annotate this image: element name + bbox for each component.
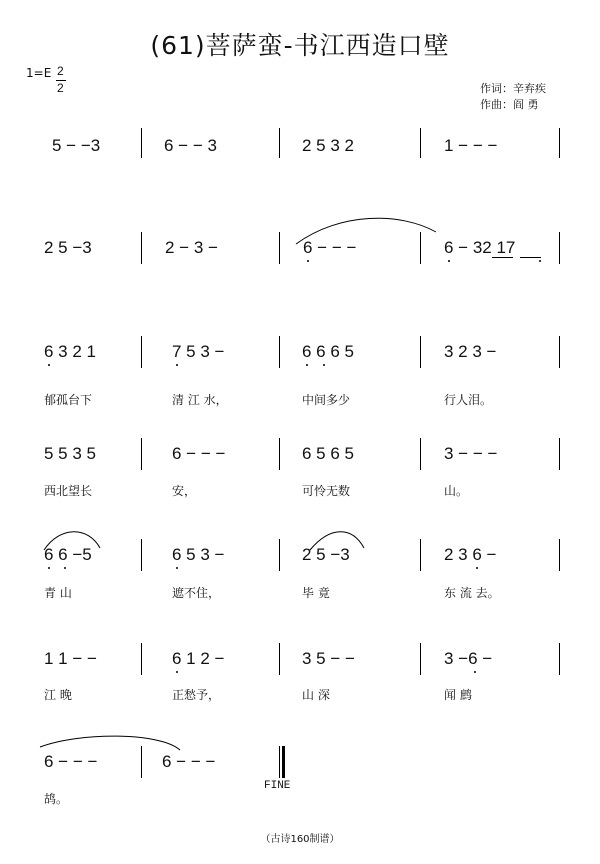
measure: 5 5 3 5 [44,444,96,463]
measure: 6 − − − [44,752,98,771]
lyric-line: 毕 竟 [302,586,330,600]
lyric-line: 青 山 [44,586,72,600]
lyric-line: 清 江 水， [172,393,228,407]
measure: 3 − − − [444,444,498,463]
lyric-line: 遮不住， [172,586,221,600]
footer-note: （古诗160制谱） [260,834,340,845]
lyric-line: 闻 鹧 [444,688,472,702]
key-label: 1=E [26,66,52,80]
lyric-line: 山 深 [302,688,330,702]
fine-marking: FINE [264,780,291,792]
measure: 6 5 6 5 [302,444,354,463]
measure: 1 1 − − [44,649,97,668]
measure: 2 5 −3 [44,238,92,257]
measure: 6 3 2 1 [44,342,96,361]
measure: 1 − − − [444,136,498,155]
measure: 6 − − − [172,444,226,463]
lyric-line: 西北望长 [44,484,93,498]
song-title: (61)菩萨蛮-书江西造口壁 [150,31,450,60]
measure: 3 −6 − [444,649,493,668]
composer-credit: 作曲：阎 勇 [480,98,539,111]
measure: 2 − 3 − [165,238,218,257]
measure: 6 − 32 17 [444,238,516,257]
measure: 6 − − − [303,238,357,257]
measure: 2 5 −3 [302,545,350,564]
lyric-line: 安， [172,484,197,498]
slur [44,532,100,550]
measure: 2 5 3 2 [302,136,354,155]
meter-denominator: 2 [57,81,64,95]
measure: 6 − − 3 [164,136,217,155]
measure: 6 6 6 5 [302,342,354,361]
lyric-line: 中间多少 [302,393,351,407]
measure: 3 5 − − [302,649,355,668]
measure: 6 5 3 − [172,545,225,564]
lyric-line: 东 流 去。 [444,586,500,600]
lyric-line: 可怜无数 [302,484,351,498]
meter-numerator: 2 [57,64,64,78]
slur [40,736,180,750]
lyric-line: 江 晚 [44,688,72,702]
lyric-line: 山。 [444,484,469,498]
slur [296,218,436,244]
measure: 3 2 3 − [444,342,497,361]
lyric-line: 鸪。 [44,792,69,806]
measure: 6 1 2 − [172,649,225,668]
slur [310,532,364,550]
lyric-line: 正愁予， [172,688,221,702]
measure: 5 − −3 [52,136,101,155]
lyricist-credit: 作词：辛弃疾 [480,82,546,95]
measure: 2 3 6 − [444,545,497,564]
measure: 7 5 3 − [172,342,225,361]
lyric-line: 郁孤台下 [44,393,93,407]
lyric-line: 行人泪。 [444,393,493,407]
measure: 6 6 −5 [44,545,92,564]
measure: 6 − − − [162,752,216,771]
